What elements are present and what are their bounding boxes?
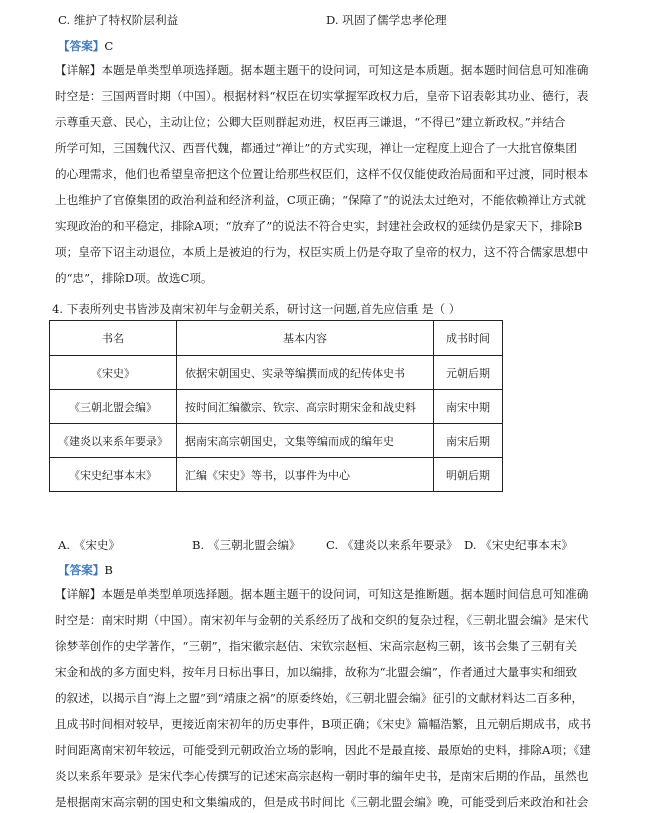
book-date-cell: 南宋后期 [434,424,503,458]
answer-1-tag: 【答案】 [58,39,105,53]
table-header-row [50,321,503,356]
detail-1-line: 的心理需求，他们也希望皇帝把这个位置让给那些权臣们，这样不仅仅能使政治局面和平过渡，同时根本 [55,167,589,181]
book-title-cell: 《三朝北盟会编》 [50,390,177,424]
detail-1-line: 的“忠”，排除D项。故选C项。 [55,271,213,285]
history-books-table [49,320,503,492]
detail-2-line: 的叙述，以揭示自“海上之盟”到“靖康之祸”的原委终始，《三朝北盟会编》征引的文献材料达二百多种， [55,691,584,705]
table-row [50,458,503,492]
option-b: B. 《三朝北盟会编》 [192,538,301,552]
book-content-cell: 按时间汇编徽宗、钦宗、高宗时期宋金和战史料 [177,390,434,424]
book-title-cell: 《宋史》 [50,356,177,390]
book-content-cell: 汇编《宋史》等书，以事件为中心 [177,458,434,492]
detail-1-line: 示尊重天意、民心，主动让位；公卿大臣则群起劝进，权臣再三谦退，“不得已”建立新政权。”并结合 [55,115,566,129]
book-content-cell: 据南宋高宗朝国史，文集等编而成的编年史 [177,424,434,458]
detail-2-line: 时间距离南宋初年较远，可能受到元朝政治立场的影响，因此不是最直接、最原始的史料，排除A项；《建 [55,743,591,757]
answer-2-tag: 【答案】 [58,563,105,577]
table-header: 书名 [50,321,177,356]
answer-2-value: B [104,563,113,577]
book-date-cell: 南宋中期 [434,390,503,424]
option-c-prev: C. 维护了特权阶层利益 [58,13,179,27]
detail-2-line: 徐梦莘创作的史学著作，“三朝”，指宋徽宗赵佶、宋钦宗赵桓、宋高宗赵构三朝，该书会集了三朝有关 [55,639,577,653]
detail-2-line: 【详解】本题是单类型单项选择题。据本题主题干的设问词，可知这是推断题。据本题时间信息可知准确 [55,587,589,601]
answer-1 [58,38,113,54]
option-d-prev: D. 巩固了儒学忠孝伦理 [326,13,447,27]
detail-1-line: 上也维护了官僚集团的政治利益和经济利益，C项正确；“保障了”的说法太过绝对，不能依赖禅让方式就 [55,193,586,207]
answer-2 [58,562,113,578]
option-a: A. 《宋史》 [58,538,121,552]
detail-1-line: 【详解】本题是单类型单项选择题。据本题主题干的设问词，可知这是本质题。据本题时间信息可知准确 [55,63,589,77]
detail-2-line: 宋金和战的多方面史料，按年月日标出事日，加以编排，故称为“北盟会编”，作者通过大量事实和细致 [55,665,577,679]
detail-2-line: 炎以来系年要录》是宋代李心传撰写的记述宋高宗赵构一朝时事的编年史书，是南宋后期的作品，虽然也 [55,769,589,783]
detail-2-line: 是根据南宋高宗朝的国史和文集编成的，但是成书时间比《三朝北盟会编》晚，可能受到后来政治和社会 [55,795,589,809]
book-title-cell: 《建炎以来系年要录》 [50,424,177,458]
detail-2-line: 时空是：南宋时期（中国）。南宋初年与金朝的关系经历了战和交织的复杂过程，《三朝北盟会编》是宋代 [55,613,589,627]
detail-1-line: 所学可知，三国魏代汉、西晋代魏，都通过“禅让”的方式实现，禅让一定程度上迎合了一大批官僚集团 [55,141,577,155]
book-date-cell: 元朝后期 [434,356,503,390]
option-d: D. 《宋史纪事本末》 [464,538,574,552]
detail-1-line: 实现政治的和平稳定，排除A项；“放弃了”的说法不符合史实，封建社会政权的延续仍是家天下，排除B [55,219,583,233]
table-row [50,424,503,458]
option-c: C. 《建炎以来系年要录》 [326,538,458,552]
detail-1-line: 项；皇帝下诏主动退位，本质上是被迫的行为，权臣实质上仍是夺取了皇帝的权力，这不符合儒家思想中 [55,245,589,259]
detail-1-line: 时空是：三国两晋时期（中国）。根据材料“权臣在切实掌握军政权力后，皇帝下诏表彰其功业、德行，表 [55,89,589,103]
table-row [50,356,503,390]
book-title-cell: 《宋史纪事本末》 [50,458,177,492]
table-row [50,390,503,424]
book-content-cell: 依据宋朝国史、实录等编撰而成的纪传体史书 [177,356,434,390]
book-date-cell: 明朝后期 [434,458,503,492]
question-4-stem: 4. 下表所列史书皆涉及南宋初年与金朝关系，研讨这一问题,首先应信重 是（ ） [52,302,461,316]
table-header: 成书时间 [434,321,503,356]
detail-2-line: 且成书时间相对较早，更接近南宋初年的历史事件，B项正确；《宋史》篇幅浩繁，且元朝后期成书，成书 [55,717,592,731]
table-header: 基本内容 [177,321,434,356]
answer-1-value: C [104,39,114,53]
